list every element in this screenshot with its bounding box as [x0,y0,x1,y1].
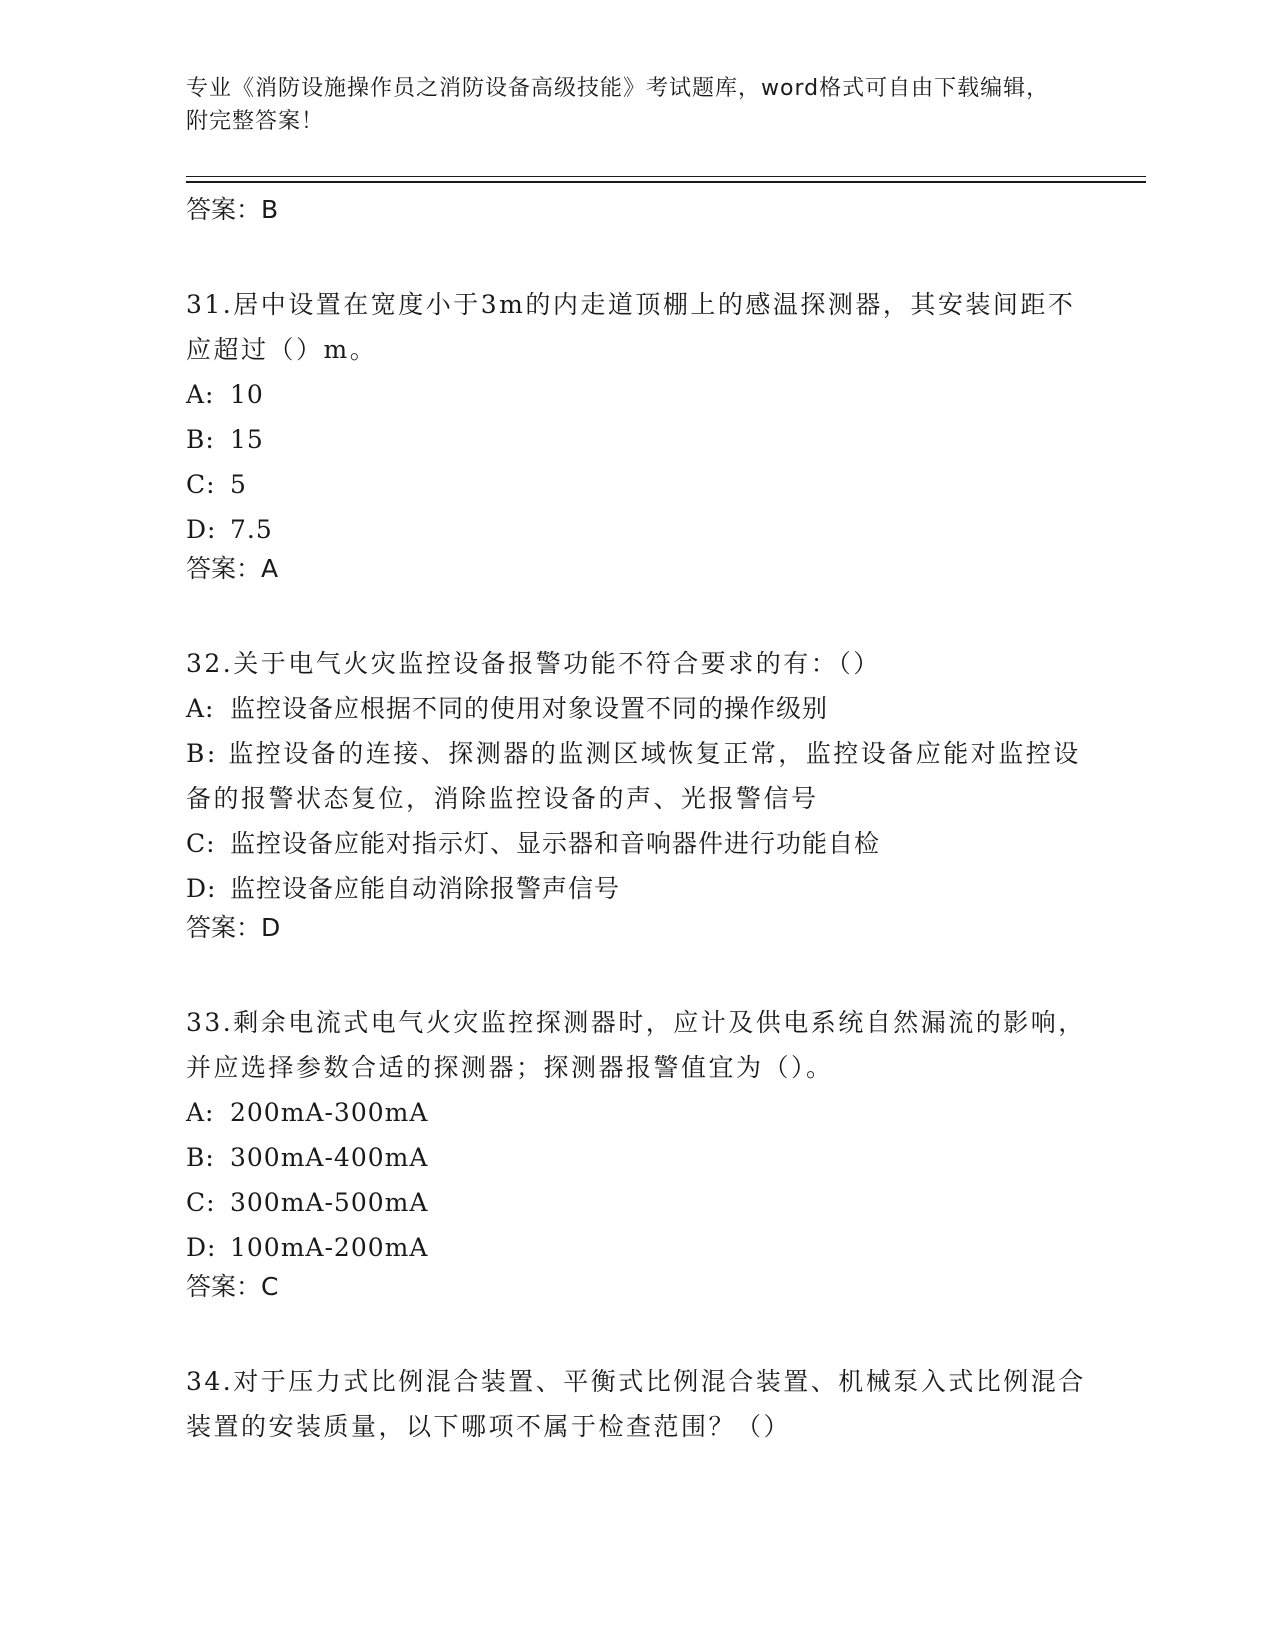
option-33-d [186,1225,1086,1270]
header-rule-thin [186,176,1146,177]
question-block-33 [186,1000,1086,1304]
option-value: 7.5 [230,515,273,544]
option-33-a [186,1090,1086,1135]
question-text-31: 31.居中设置在宽度小于3m的内走道顶棚上的感温探测器，其安装间距不应超过（）m。 [186,290,1076,364]
option-value: 15 [230,425,264,454]
option-value: 200mA-300mA [230,1098,429,1127]
option-value: 监控设备的连接、探测器的监测区域恢复正常，监控设备应能对监控设备的报警状态复位，消除监控设备的声、光报警信号 [186,739,1081,813]
option-32-d [186,866,1086,911]
option-31-d [186,507,1086,552]
question-text-33: 33.剩余电流式电气火灾监控探测器时，应计及供电系统自然漏流的影响，并应选择参数合适的探测器；探测器报警值宜为（）。 [186,1008,1086,1082]
option-key: D: [186,515,217,544]
answer-31: 答案：A [186,554,279,583]
option-key: A: [186,1098,215,1127]
answer-30: 答案：B [186,195,279,224]
option-key: D: [186,1233,217,1262]
question-text-32: 32.关于电气火灾监控设备报警功能不符合要求的有：（） [186,649,881,678]
option-value: 监控设备应根据不同的使用对象设置不同的操作级别 [230,694,829,723]
option-key: C: [186,829,216,858]
option-value: 监控设备应能对指示灯、显示器和音响器件进行功能自检 [230,829,881,858]
spacer [186,1304,1086,1359]
option-32-c [186,821,1086,866]
option-value: 300mA-500mA [230,1188,429,1217]
option-33-c [186,1180,1086,1225]
option-value: 300mA-400mA [230,1143,429,1172]
option-value: 100mA-200mA [230,1233,429,1262]
spacer [186,586,1086,641]
option-31-c [186,462,1086,507]
spacer [186,945,1086,1000]
option-31-b [186,417,1086,462]
option-key: D: [186,874,217,903]
option-key: A: [186,694,215,723]
spacer [186,227,1086,282]
option-32-a [186,686,1086,731]
question-block-32 [186,641,1086,945]
option-31-a [186,372,1086,417]
option-value: 10 [230,380,264,409]
header-rule-thick [186,181,1146,183]
option-key: B: [186,739,218,768]
option-32-b [186,731,1086,821]
question-block-31 [186,282,1086,586]
option-value: 监控设备应能自动消除报警声信号 [230,874,621,903]
question-list [186,193,1086,1449]
option-key: B: [186,425,215,454]
option-value: 5 [230,470,247,499]
option-key: A: [186,380,215,409]
question-text-34: 34.对于压力式比例混合装置、平衡式比例混合装置、机械泵入式比例混合装置的安装质量，以下哪项不属于检查范围？（） [186,1367,1086,1441]
option-33-b [186,1135,1086,1180]
question-block-34 [186,1359,1086,1449]
answer-32: 答案：D [186,913,281,942]
option-key: C: [186,1188,216,1217]
option-key: C: [186,470,216,499]
option-key: B: [186,1143,215,1172]
answer-33: 答案：C [186,1272,279,1301]
document-header: 专业《消防设施操作员之消防设备高级技能》考试题库，word格式可自由下载编辑，附完整答案！ [186,76,1050,134]
